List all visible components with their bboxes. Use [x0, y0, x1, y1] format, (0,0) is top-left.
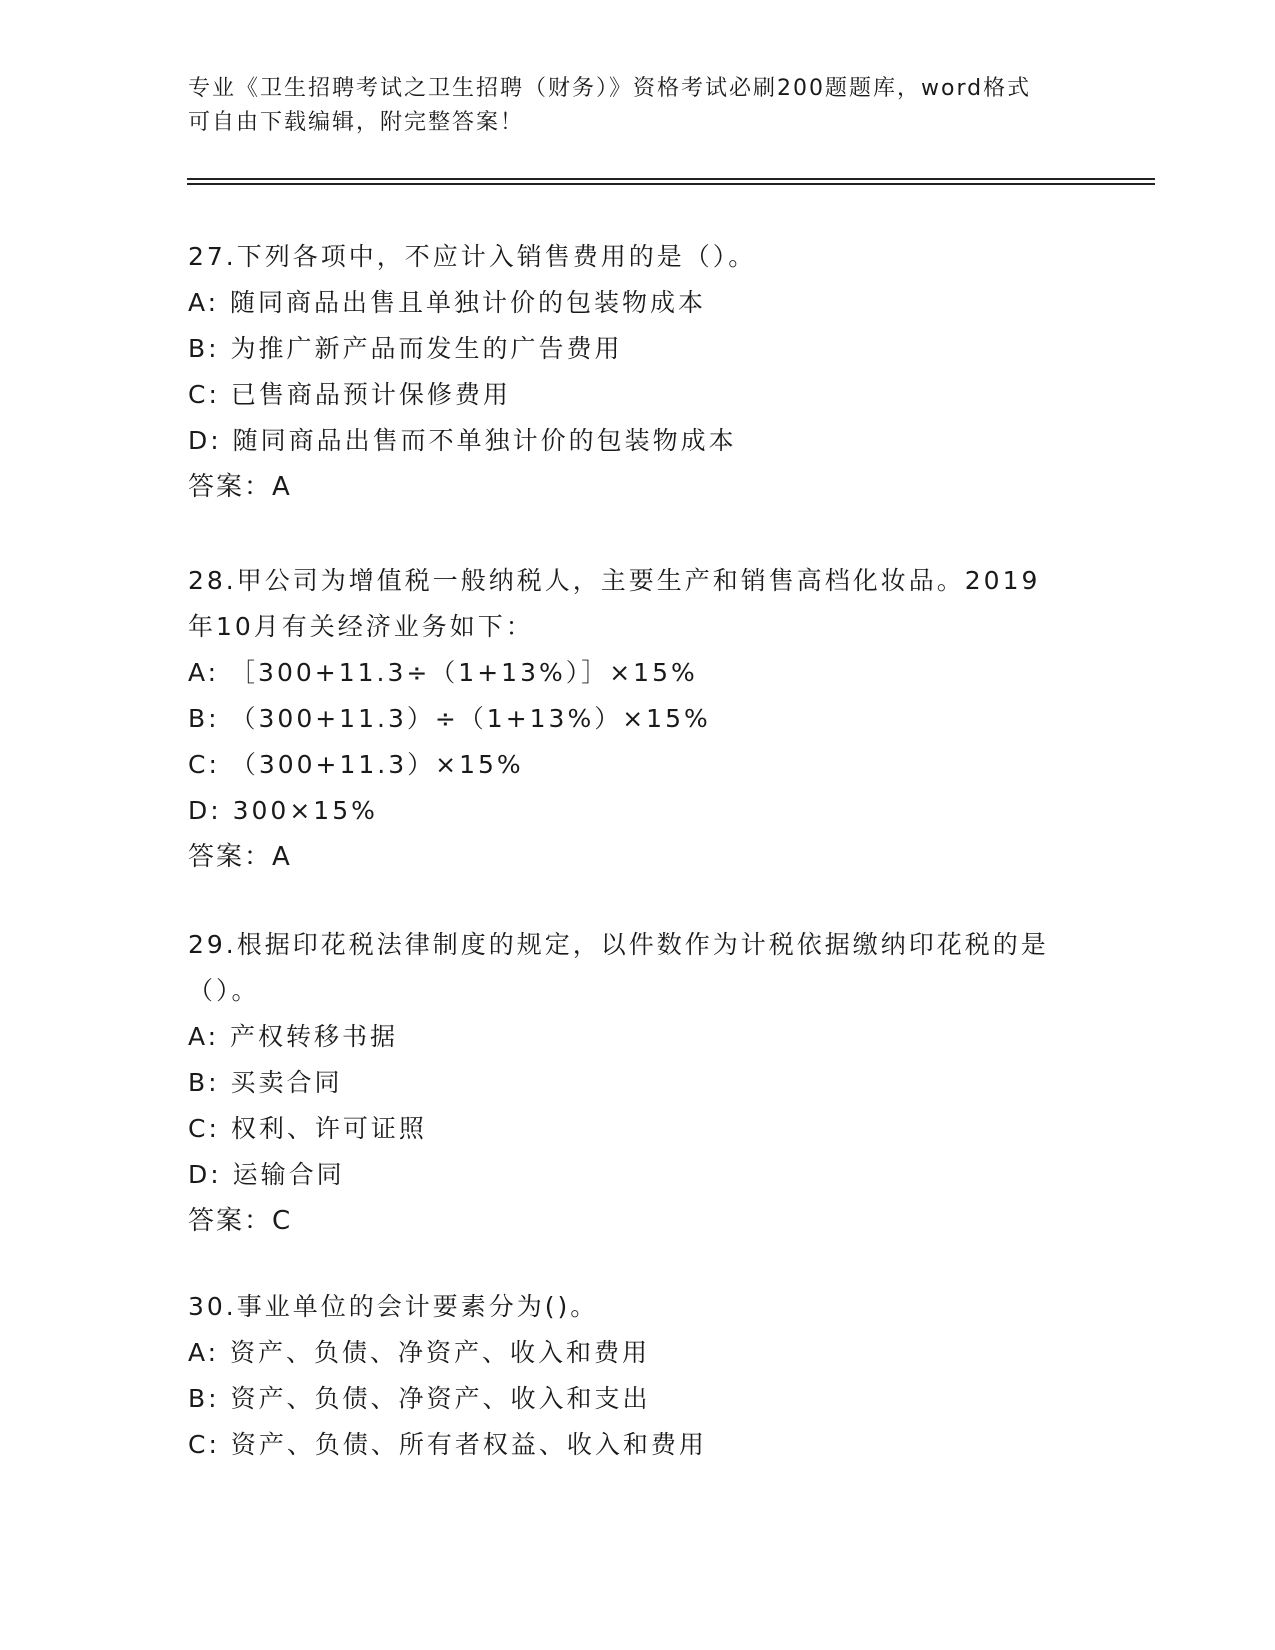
question-27 [188, 234, 1088, 510]
document-header [188, 72, 1088, 140]
question-28 [188, 558, 1088, 880]
question-stem: 28.甲公司为增值税一般纳税人，主要生产和销售高档化妆品。2019 [188, 566, 1041, 595]
answer: 答案：C [188, 1206, 293, 1236]
header-divider-top [187, 178, 1155, 180]
question-stem-continued: （）。 [188, 976, 260, 1005]
option-c: C: 已售商品预计保修费用 [188, 380, 511, 409]
question-stem: 29.根据印花税法律制度的规定，以件数作为计税依据缴纳印花税的是 [188, 930, 1049, 959]
question-stem-continued: 年10月有关经济业务如下： [188, 612, 534, 641]
option-a: A: 资产、负债、净资产、收入和费用 [188, 1338, 651, 1367]
header-line-2: 可自由下载编辑，附完整答案！ [188, 110, 525, 135]
option-a: A: ［300+11.3÷（1+13%）］×15% [188, 658, 698, 687]
header-divider-bottom [187, 183, 1155, 185]
option-c: C: （300+11.3）×15% [188, 750, 524, 779]
option-c: C: 资产、负债、所有者权益、收入和费用 [188, 1430, 707, 1459]
option-a: A: 产权转移书据 [188, 1022, 399, 1051]
option-b: B: 资产、负债、净资产、收入和支出 [188, 1384, 651, 1413]
option-b: B: 为推广新产品而发生的广告费用 [188, 334, 623, 363]
answer: 答案：A [188, 472, 292, 502]
answer: 答案：A [188, 842, 292, 872]
question-stem: 30.事业单位的会计要素分为()。 [188, 1292, 599, 1321]
question-30 [188, 1284, 1088, 1468]
option-d: D: 300×15% [188, 796, 378, 825]
question-29 [188, 922, 1088, 1244]
option-d: D: 运输合同 [188, 1160, 345, 1189]
option-b: B: （300+11.3）÷（1+13%）×15% [188, 704, 711, 733]
option-c: C: 权利、许可证照 [188, 1114, 427, 1143]
option-b: B: 买卖合同 [188, 1068, 343, 1097]
header-line-1: 专业《卫生招聘考试之卫生招聘（财务）》资格考试必刷200题题库，word格式 [188, 76, 1032, 101]
option-d: D: 随同商品出售而不单独计价的包装物成本 [188, 426, 737, 455]
option-a: A: 随同商品出售且单独计价的包装物成本 [188, 288, 707, 317]
question-stem: 27.下列各项中，不应计入销售费用的是（）。 [188, 242, 757, 271]
